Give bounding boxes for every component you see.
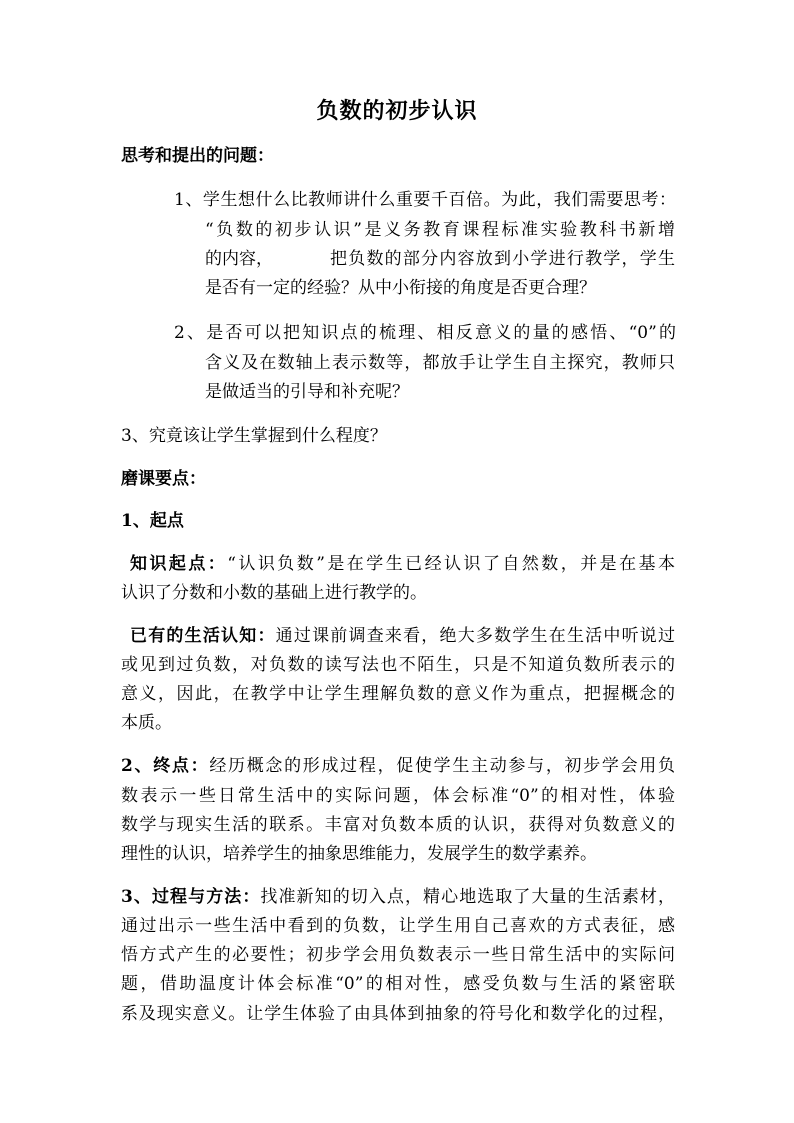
life-cognition-line-3: 意义，因此，在教学中让学生理解负数的意义作为重点，把握概念的 [121, 684, 675, 704]
life-cognition-line-2: 或见到过负数，对负数的读写法也不陌生，只是不知道负数所表示的 [121, 655, 675, 675]
point-3-line-2: 通过出示一些生活中看到的负数，让学生用自己喜欢的方式表征，感 [121, 916, 675, 936]
point-3-label: 3、过程与方法： [121, 887, 261, 907]
point-3-line-4: 题，借助温度计体会标准“0”的相对性，感受负数与生活的紧密联 [121, 974, 675, 994]
life-cognition-line-1 [130, 625, 675, 647]
section-heading-points: 磨课要点： [121, 469, 206, 489]
life-cognition-line-4: 本质。 [121, 713, 172, 733]
point-2-line-2: 数表示一些日常生活中的实际问题，体会标准“0”的相对性，体验 [121, 786, 675, 806]
section-heading-questions: 思考和提出的问题： [121, 146, 274, 166]
document-title: 负数的初步认识 [316, 98, 478, 124]
point-2-line-3: 数学与现实生活的联系。丰富对负数本质的认识，获得对负数意义的 [121, 815, 675, 835]
question-1-line-4: 是否有一定的经验？从中小衔接的角度是否更合理？ [205, 278, 596, 298]
question-1-line-1: 1、学生想什么比教师讲什么重要千百倍。为此，我们需要思考： [174, 190, 676, 210]
point-2-label: 2、终点： [121, 756, 210, 776]
life-cognition-text: 通过课前调查来看，绝大多数学生在生活中听说过 [275, 626, 676, 646]
question-1-line-2: “负数的初步认识”是义务教育课程标准实验教科书新增 [205, 220, 675, 240]
question-2-line-3: 是做适当的引导和补充呢？ [205, 382, 409, 402]
knowledge-start-line-1 [130, 553, 675, 575]
question-2-line-2: 含义及在数轴上表示数等，都放手让学生自主探究，教师只 [205, 353, 675, 373]
point-3-line-5: 系及现实意义。让学生体验了由具体到抽象的符号化和数学化的过程， [121, 1004, 675, 1024]
question-1-line-3b: 把负数的部分内容放到小学进行教学，学生 [330, 249, 675, 269]
point-2-line-1 [121, 755, 675, 777]
knowledge-start-line-2: 认识了分数和小数的基础上进行教学的。 [121, 583, 427, 603]
knowledge-start-text: “认识负数”是在学生已经认识了自然数，并是在基本 [227, 554, 676, 574]
point-1-heading: 1、起点 [121, 511, 184, 531]
knowledge-start-label: 知识起点： [130, 554, 228, 574]
life-cognition-label: 已有的生活认知： [130, 626, 276, 646]
point-2-text: 经历概念的形成过程，促使学生主动参与，初步学会用负 [209, 756, 675, 776]
point-2-line-4: 理性的认识，培养学生的抽象思维能力，发展学生的数学素养。 [121, 844, 597, 864]
point-3-text: 找准新知的切入点，精心地选取了大量的生活素材， [260, 887, 675, 907]
question-2-line-1: 2、是否可以把知识点的梳理、相反意义的量的感悟、“0”的 [174, 323, 676, 343]
point-3-line-1 [121, 886, 675, 908]
question-3: 3、究竟该让学生掌握到什么程度？ [121, 426, 387, 446]
point-3-line-3: 悟方式产生的必要性；初步学会用负数表示一些日常生活中的实际问 [121, 945, 675, 965]
question-1-line-3a: 的内容， [205, 249, 273, 269]
